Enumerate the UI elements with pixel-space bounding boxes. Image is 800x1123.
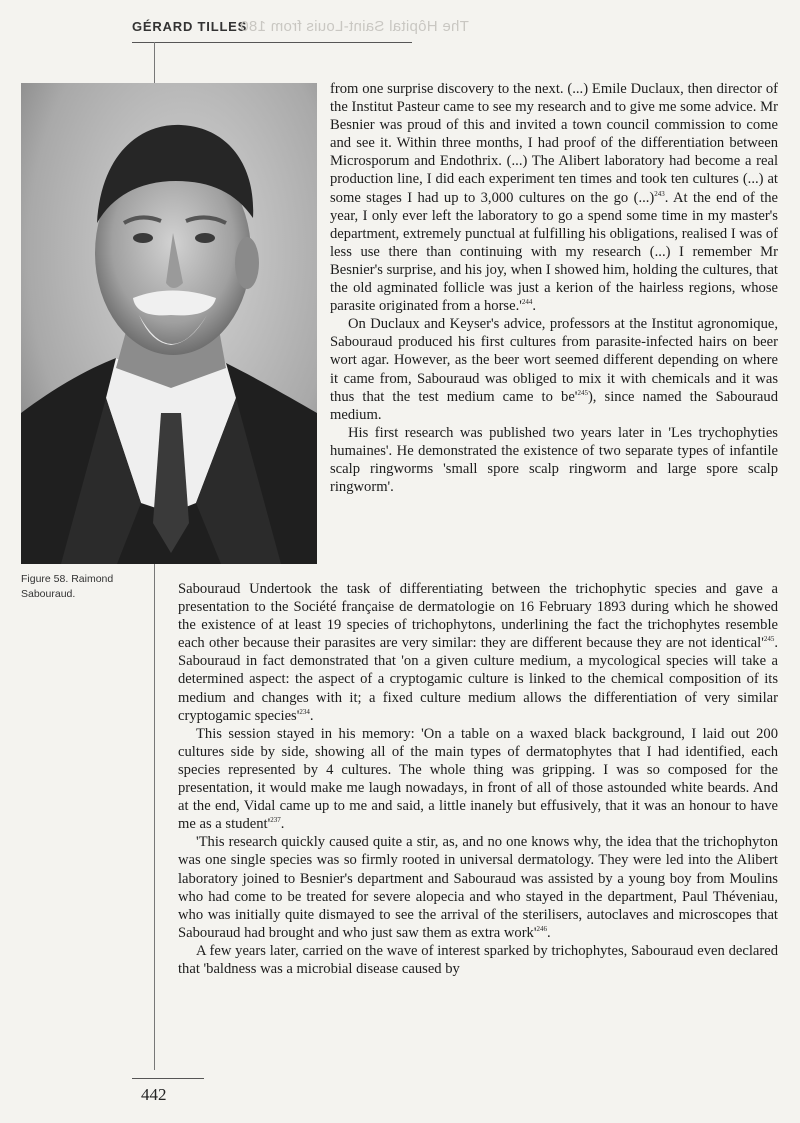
paragraph-2-text: On Duclaux and Keyser's advice, professors at the Institut agronomique, Sabouraud produced his first cultures from parasite-infected hairs on beer wort agar. However, as the beer wort seemed different depending on where it came from, Sabouraud was obliged to mix it with chemicals and it was thus that the test medium came to be' [330, 316, 778, 405]
paragraph-6 [178, 942, 778, 978]
paragraph-4-end: . [280, 816, 285, 833]
paragraph-5 [178, 833, 778, 942]
paragraph-6-text: A few years later, carried on the wave of interest sparked by trichophytes, Sabouraud even declared that 'baldness was a microbial disease caused by [178, 942, 778, 977]
paragraph-1 [330, 80, 778, 315]
figure-caption: Figure 58. Raimond Sabouraud. [21, 573, 114, 600]
paragraph-4 [178, 725, 778, 834]
paragraph-3-start [330, 424, 778, 496]
paragraph-2 [330, 315, 778, 424]
footnote-ref: 237 [270, 816, 281, 825]
paragraph-3-end: . [309, 707, 314, 724]
paragraph-4-text: This session stayed in his memory: 'On a table on a waxed black background, I laid out 200 cultures side by side, showing all of the main types of dermatophytes that I had identified, each species represented by 4 cultures. The whole thing was gripping. I was so composed for the presentation, it would make me laugh nowadays, in front of all of those astounded white beards. And at the end, Vidal came up to me and said, a little inanely but effusively, that it was an honour to have me as a student' [178, 725, 778, 833]
show-through-title: The Hôpital Saint-Louis from 180 [240, 18, 469, 35]
footnote-ref: 234 [299, 707, 310, 716]
paragraph-1-end: . [532, 298, 537, 315]
footnote-ref: 245 [763, 635, 775, 644]
paragraph-3-wide [178, 580, 778, 725]
body-text-lower [178, 580, 778, 978]
portrait-image [21, 83, 317, 564]
paragraph-3-text: His first research was published two years later in 'Les trychophyties humaines'. He demonstrated the existence of two separate types of infantile scalp ringworms 'small spore scalp ringworm and large spore scalp ringworm'. [330, 424, 778, 496]
paragraph-5-end: . [546, 924, 551, 941]
footnote-ref: 245 [577, 388, 588, 397]
figure-photo [21, 83, 317, 564]
body-text-upper [330, 80, 778, 496]
paragraph-3-text-cont: Sabouraud Undertook the task of differentiating between the trichophytic species and gave a presentation to the Société française de dermatologie on 16 February 1893 during which he showed the existence of at least 19 species of trichophytons, underlining the fact the trichophytes resemble each other because their parasites are very similar: they are different because they are not identical' [178, 581, 778, 652]
paragraph-3-text-cont2: . Sabouraud in fact demonstrated that 'on a given culture medium, a mycological species will take a determined aspect: the aspect of a cryptogamic culture is linked to the chemical composition of its medium and changes with it; a fixed culture medium allows the differentiation of very similar cryptogamic species' [178, 635, 778, 724]
paragraph-1-text-cont: . At the end of the year, I only ever left the laboratory to go a spend some time in my master's department, extremely punctual at fulfilling his obligations, realised I was of less use there than continuing with my research (...) I remember Mr Besnier's surprise, and his joy, when I showed him, holding the cultures, that the old agminated follicle was just a kerion of the hairless regions, whose parasite originated from a horse.' [330, 189, 778, 315]
paragraph-1-text: from one surprise discovery to the next. (...) Emile Duclaux, then director of the Institut Pasteur came to see my research and to give me some advice. Mr Besnier was proud of this and invited a town council commission to come and see it. Within three months, I had proof of the differentiation between Microsporum and Endothrix. (...) The Alibert laboratory had become a real production line, I did each experiment ten times and took ten cultures (...) at some stages I had up to 3,000 cultures on the go (...) [330, 81, 778, 206]
footnote-ref: 246 [536, 924, 547, 933]
page-number: 442 [141, 1085, 167, 1104]
footnote-ref: 244 [521, 298, 533, 307]
footer-rule [132, 1078, 204, 1079]
footnote-ref: 243 [654, 189, 665, 198]
paragraph-5-text: 'This research quickly caused quite a stir, as, and no one knows why, the idea that the trichophyton was one single species was so firmly rooted in universal dermatology. They were led into the Alibert laboratory joined to Besnier's department and Sabouraud was assisted by a young boy from Moulins who had come to be treated for severe alopecia and who stayed in the department, Paul Théveniau, who was initially quite dismayed to see the arrival of the sterilisers, autoclaves and microscopes that Sabouraud had brought and who just saw them as extra work' [178, 834, 778, 941]
header-author: GÉRARD TILLES [132, 19, 248, 34]
paragraph-2-end: ), since named the Sabouraud medium. [330, 388, 779, 423]
